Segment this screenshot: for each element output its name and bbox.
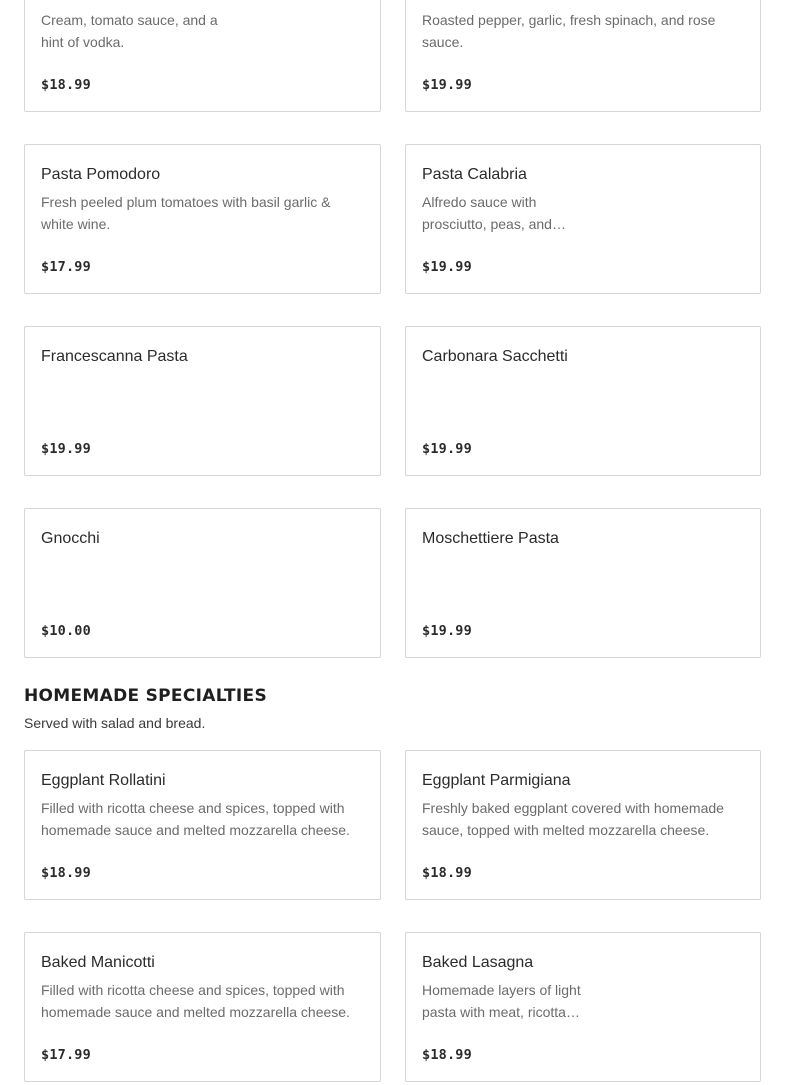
- menu-item-card-francescanna-pasta[interactable]: [24, 326, 381, 476]
- menu-item-price: $18.99: [422, 1047, 472, 1063]
- menu-item-description: Cream, tomato sauce, and a hint of vodka.: [41, 12, 218, 50]
- menu-item-name: Gnocchi: [41, 530, 100, 547]
- menu-item-name: Moschettiere Pasta: [422, 530, 559, 547]
- section-subtitle: Served with salad and bread.: [24, 715, 206, 731]
- menu-item-price: $19.99: [422, 441, 472, 457]
- menu-page: [24, 0, 761, 1082]
- menu-item-price: $19.99: [422, 77, 472, 93]
- menu-item-price: $18.99: [422, 865, 472, 881]
- menu-item-name: Eggplant Parmigiana: [422, 772, 571, 789]
- pasta-items-grid: [24, 0, 761, 658]
- menu-item-card-carbonara-sacchetti[interactable]: [405, 326, 761, 476]
- menu-item-description: Freshly baked eggplant covered with homemade sauce, topped with melted mozzarella cheese.: [422, 800, 724, 838]
- menu-item-name: [422, 0, 744, 3]
- menu-item-card-pasta-pomodoro[interactable]: [24, 144, 381, 294]
- menu-item-name: Francescanna Pasta: [41, 348, 188, 365]
- menu-item-name: Carbonara Sacchetti: [422, 348, 568, 365]
- menu-item-name: Eggplant Rollatini: [41, 772, 166, 789]
- menu-item-description: Roasted pepper, garlic, fresh spinach, and rose sauce.: [422, 12, 716, 50]
- menu-item-card-baked-lasagna[interactable]: [405, 932, 761, 1082]
- menu-item-card-baked-manicotti[interactable]: [24, 932, 381, 1082]
- menu-item-description: Filled with ricotta cheese and spices, topped with homemade sauce and melted mozzarella cheese.: [41, 982, 350, 1020]
- menu-item-description: Alfredo sauce with prosciutto, peas, and…: [422, 194, 566, 232]
- menu-item-name: Baked Manicotti: [41, 954, 155, 971]
- menu-item-price: $19.99: [422, 259, 472, 275]
- menu-item-name: [41, 0, 364, 3]
- menu-item-price: $19.99: [41, 441, 91, 457]
- menu-item-card-eggplant-rollatini[interactable]: [24, 750, 381, 900]
- menu-item-price: $19.99: [422, 623, 472, 639]
- menu-item-name: Pasta Pomodoro: [41, 166, 161, 183]
- menu-item-price: $17.99: [41, 1047, 91, 1063]
- menu-item-card-moschettiere-pasta[interactable]: [405, 508, 761, 658]
- menu-item-description: Filled with ricotta cheese and spices, topped with homemade sauce and melted mozzarella cheese.: [41, 800, 350, 838]
- section-title: HOMEMADE SPECIALTIES: [24, 686, 267, 706]
- menu-item-description: Homemade layers of light pasta with meat, ricotta…: [422, 982, 581, 1020]
- menu-item-card-gnocchi[interactable]: [24, 508, 381, 658]
- menu-item-card-eggplant-parmigiana[interactable]: [405, 750, 761, 900]
- menu-item-price: $17.99: [41, 259, 91, 275]
- menu-item-price: $10.00: [41, 623, 91, 639]
- menu-item-description: Fresh peeled plum tomatoes with basil garlic & white wine.: [41, 194, 331, 232]
- menu-item-card-pasta-calabria[interactable]: [405, 144, 761, 294]
- homemade-specialties-section: [24, 686, 761, 1082]
- homemade-items-grid: [24, 750, 761, 1082]
- menu-item-price: $18.99: [41, 77, 91, 93]
- menu-item-name: Baked Lasagna: [422, 954, 534, 971]
- menu-item-price: $18.99: [41, 865, 91, 881]
- menu-item-card[interactable]: [405, 0, 761, 112]
- menu-item-name: Pasta Calabria: [422, 166, 527, 183]
- menu-item-card[interactable]: [24, 0, 381, 112]
